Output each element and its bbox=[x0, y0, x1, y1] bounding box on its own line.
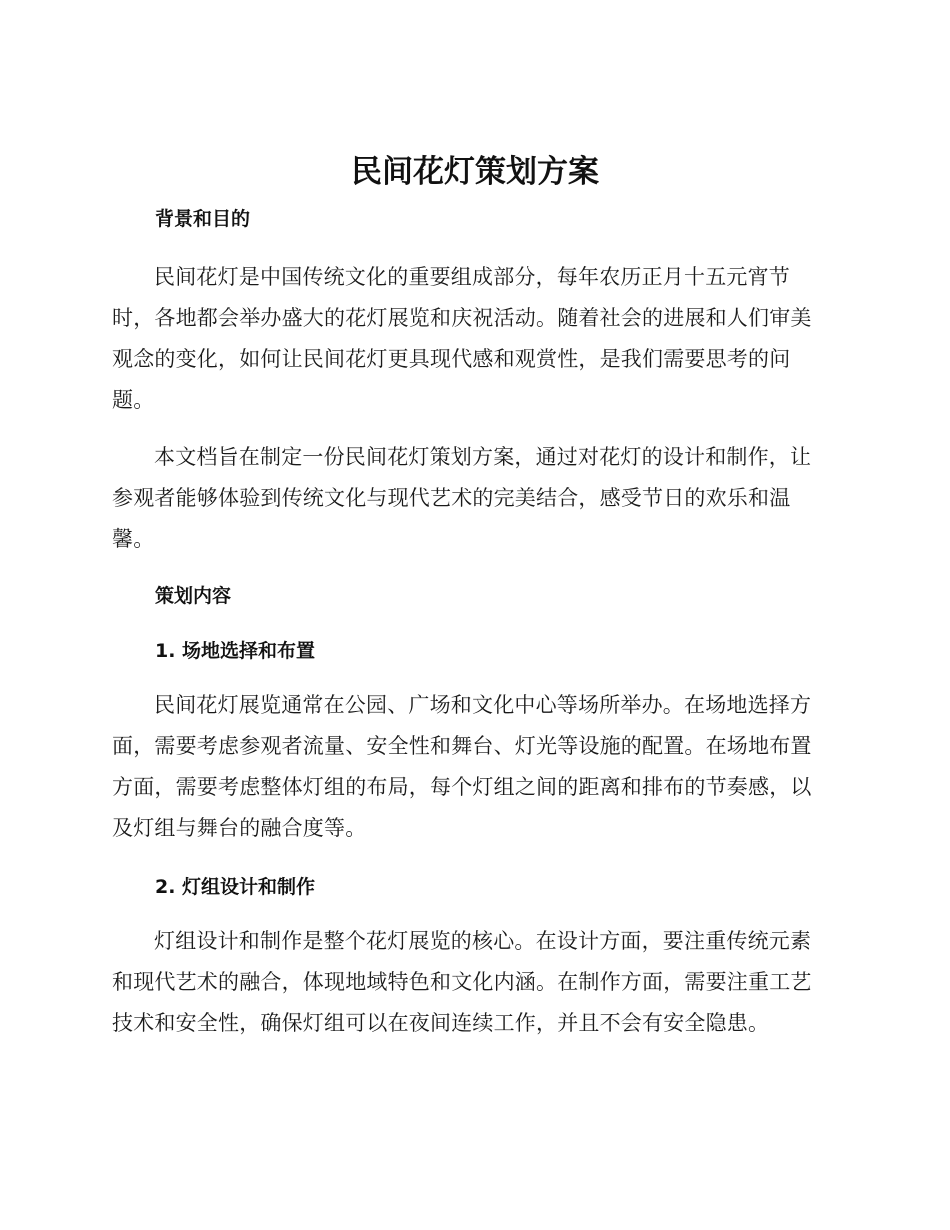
section-heading-background: 背景和目的 bbox=[155, 208, 251, 230]
paragraph-venue: 民间花灯展览通常在公园、广场和文化中心等场所举办。在场地选择方面，需要考虑参观者流量、安全性和舞台、灯光等设施的配置。在场地布置方面，需要考虑整体灯组的布局，每个灯组之间的距离和排布的节奏感，以及灯组与舞台的融合度等。 bbox=[112, 693, 812, 840]
paragraph-background-1: 民间花灯是中国传统文化的重要组成部分，每年农历正月十五元宵节时，各地都会举办盛大的花灯展览和庆祝活动。随着社会的进展和人们审美观念的变化，如何让民间花灯更具现代感和观赏性，是我们需要思考的问题。 bbox=[112, 265, 812, 412]
section-heading-plan: 策划内容 bbox=[155, 585, 232, 607]
section-heading-design: 2. 灯组设计和制作 bbox=[155, 876, 316, 898]
document-title: 民间花灯策划方案 bbox=[351, 154, 599, 190]
paragraph-background-2: 本文档旨在制定一份民间花灯策划方案，通过对花灯的设计和制作，让参观者能够体验到传统文化与现代艺术的完美结合，感受节日的欢乐和温馨。 bbox=[112, 445, 812, 551]
section-heading-venue: 1. 场地选择和布置 bbox=[155, 640, 316, 662]
paragraph-design: 灯组设计和制作是整个花灯展览的核心。在设计方面，要注重传统元素和现代艺术的融合，体现地域特色和文化内涵。在制作方面，需要注重工艺技术和安全性，确保灯组可以在夜间连续工作，并且不会有安全隐患。 bbox=[112, 929, 812, 1035]
